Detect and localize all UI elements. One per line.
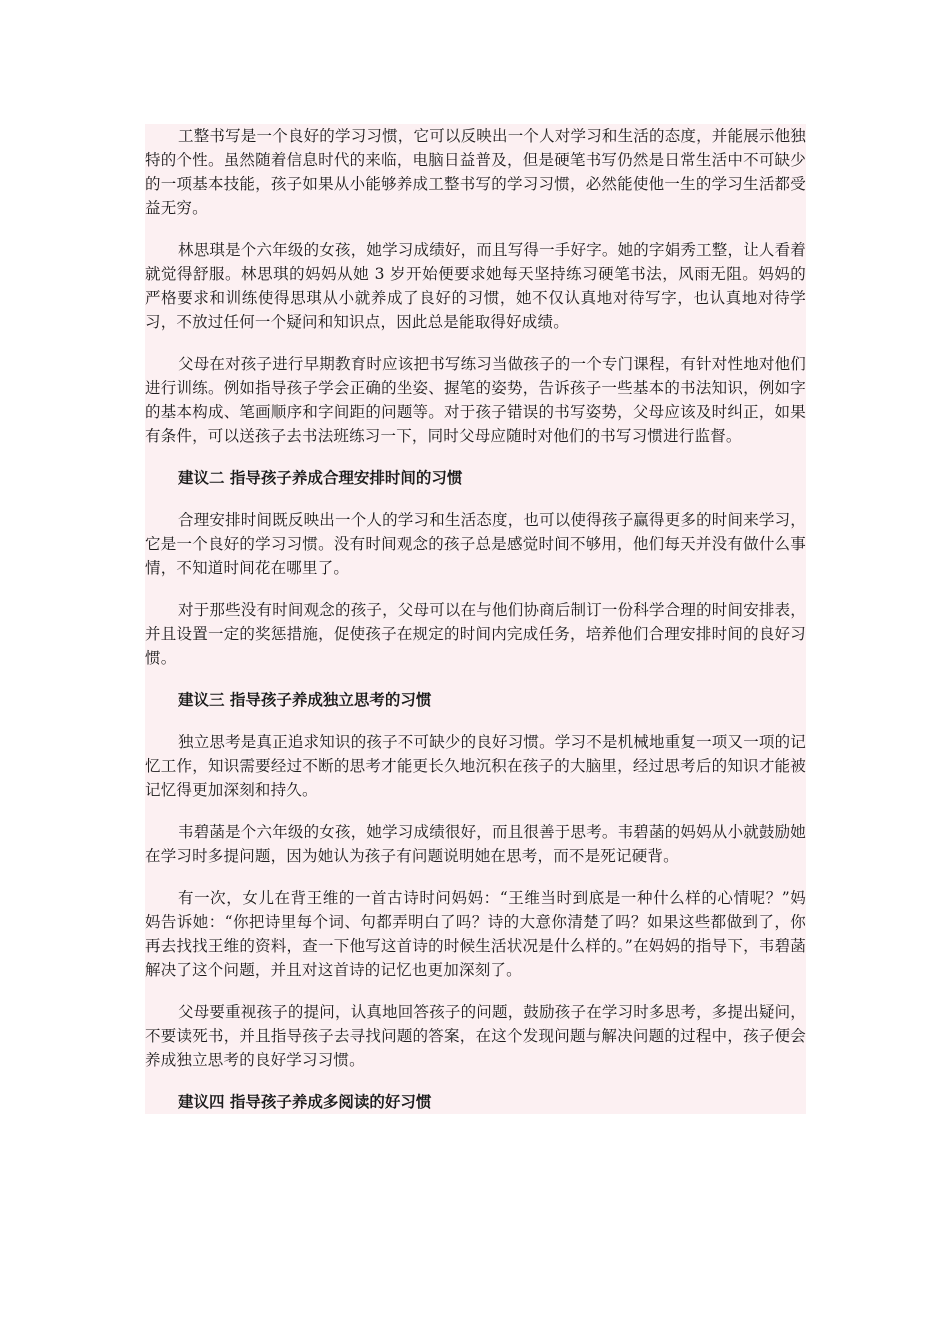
article-body <box>145 124 806 1114</box>
paragraph-gap <box>145 490 806 508</box>
paragraph-thinking-intro: 独立思考是真正追求知识的孩子不可缺少的良好习惯。学习不是机械地重复一项又一项的记忆工作，知识需要经过不断的思考才能更长久地沉积在孩子的大脑里，经过思考后的知识才能被记忆得更加深刻和持久。 <box>145 733 807 799</box>
section-heading-two: 建议二 指导孩子养成合理安排时间的习惯 <box>178 469 463 487</box>
paragraph-gap <box>145 580 806 598</box>
paragraph-gap <box>145 1072 806 1090</box>
paragraph-gap <box>145 448 806 466</box>
paragraph-gap <box>145 220 806 238</box>
section-heading-four: 建议四 指导孩子养成多阅读的好习惯 <box>178 1093 432 1111</box>
paragraph-thinking-advice: 父母要重视孩子的提问，认真地回答孩子的问题，鼓励孩子在学习时多思考，多提出疑问，不要读死书，并且指导孩子去寻找问题的答案，在这个发现问题与解决问题的过程中，孩子便会养成独立思考的良好学习习惯。 <box>145 1003 807 1069</box>
paragraph-gap <box>145 802 806 820</box>
paragraph-time-advice: 对于那些没有时间观念的孩子，父母可以在与他们协商后制订一份科学合理的时间安排表，并且设置一定的奖惩措施，促使孩子在规定的时间内完成任务，培养他们合理安排时间的良好习惯。 <box>145 601 807 667</box>
paragraph-gap <box>145 868 806 886</box>
paragraph-wei-bihan-example: 韦碧菡是个六年级的女孩，她学习成绩很好，而且很善于思考。韦碧菡的妈妈从小就鼓励她在学习时多提问题，因为她认为孩子有问题说明她在思考，而不是死记硬背。 <box>145 823 807 865</box>
paragraph-gap <box>145 670 806 688</box>
paragraph-gap <box>145 334 806 352</box>
paragraph-wang-wei-story: 有一次，女儿在背王维的一首古诗时问妈妈：“王维当时到底是一种什么样的心情呢？”妈妈告诉她：“你把诗里每个词、句都弄明白了吗？诗的大意你清楚了吗？如果这些都做到了，你再去找找王维的资料，查一下他写这首诗的时候生活状况是什么样的。”在妈妈的指导下，韦碧菡解决了这个问题，并且对这首诗的记忆也更加深刻了。 <box>145 889 806 979</box>
paragraph-handwriting-intro: 工整书写是一个良好的学习习惯，它可以反映出一个人对学习和生活的态度，并能展示他独特的个性。虽然随着信息时代的来临，电脑日益普及，但是硬笔书写仍然是日常生活中不可缺少的一项基本技能，孩子如果从小能够养成工整书写的学习习惯，必然能使他一生的学习生活都受益无穷。 <box>145 127 807 217</box>
paragraph-handwriting-advice: 父母在对孩子进行早期教育时应该把书写练习当做孩子的一个专门课程，有针对性地对他们进行训练。例如指导孩子学会正确的坐姿、握笔的姿势，告诉孩子一些基本的书法知识，例如字的基本构成、笔画顺序和字间距的问题等。对于孩子错误的书写姿势，父母应该及时纠正，如果有条件，可以送孩子去书法班练习一下，同时父母应随时对他们的书写习惯进行监督。 <box>145 355 807 445</box>
paragraph-gap <box>145 982 806 1000</box>
section-heading-three: 建议三 指导孩子养成独立思考的习惯 <box>178 691 432 709</box>
paragraph-time-intro: 合理安排时间既反映出一个人的学习和生活态度，也可以使得孩子赢得更多的时间来学习，它是一个良好的学习习惯。没有时间观念的孩子总是感觉时间不够用，他们每天并没有做什么事情，不知道时间花在哪里了。 <box>145 511 807 577</box>
paragraph-gap <box>145 712 806 730</box>
paragraph-lin-siqi-example: 林思琪是个六年级的女孩，她学习成绩好，而且写得一手好字。她的字娟秀工整，让人看着就觉得舒服。林思琪的妈妈从她 3 岁开始便要求她每天坚持练习硬笔书法，风雨无阻。妈妈的严格要求和训练使得思琪从小就养成了良好的习惯，她不仅认真地对待写字，也认真地对待学习，不放过任何一个疑问和知识点，因此总是能取得好成绩。 <box>145 241 807 331</box>
